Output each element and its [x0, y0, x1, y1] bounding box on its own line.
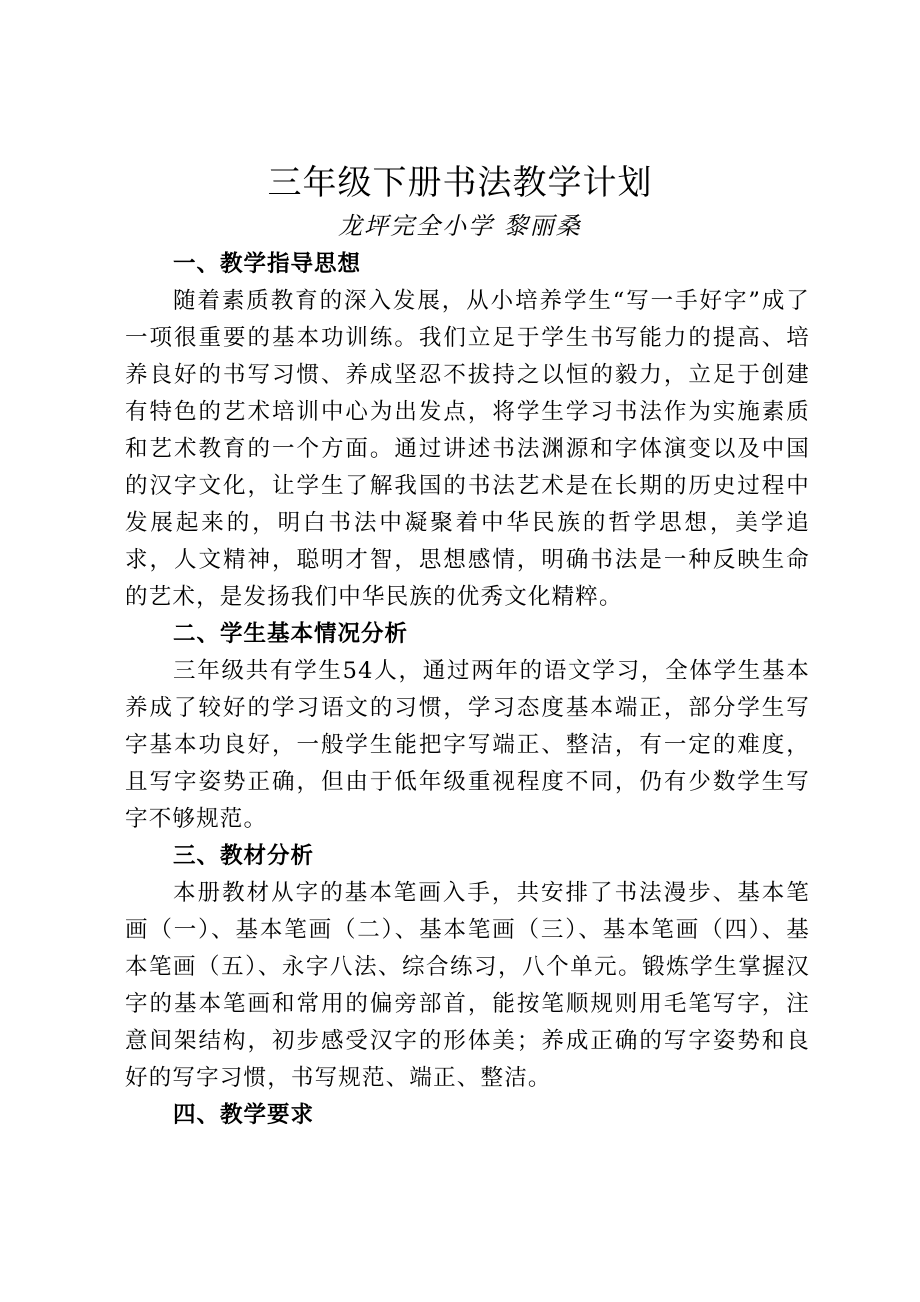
section-body-student-analysis: 三年级共有学生54人，通过两年的语文学习，全体学生基本养成了较好的学习语文的习惯，学习态度基本端正，部分学生写字基本功良好，一般学生能把字写端正、整洁，有一定的难度，且写字姿势正确，但由于低年级重视程度不同，仍有少数学生写字不够规范。 — [125, 658, 810, 832]
section-heading-teaching-requirements: 四、教学要求 — [173, 1102, 315, 1128]
section-heading-guiding-thought: 一、教学指导思想 — [173, 251, 362, 277]
section-body-textbook-analysis: 本册教材从字的基本笔画入手，共安排了书法漫步、基本笔画（一）、基本笔画（二）、基本笔画（三）、基本笔画（四）、基本笔画（五）、永字八法、综合练习，八个单元。锻炼学生掌握汉字的基本笔画和常用的偏旁部首，能按笔顺规则用毛笔写字，注意间架结构，初步感受汉字的形体美；养成正确的写字姿势和良好的写字习惯，书写规范、端正、整洁。 — [125, 880, 810, 1091]
section-heading-textbook-analysis: 三、教材分析 — [173, 843, 315, 869]
document-title: 三年级下册书法教学计划 — [267, 163, 653, 203]
section-body-guiding-thought: 随着素质教育的深入发展，从小培养学生“写一手好字”成了一项很重要的基本功训练。我们立足于学生书写能力的提高、培养良好的书写习惯、养成坚忍不拔持之以恒的毅力，立足于创建有特色的艺术培训中心为出发点，将学生学习书法作为实施素质和艺术教育的一个方面。通过讲述书法渊源和字体演变以及中国的汉字文化，让学生了解我国的书法艺术是在长期的历史过程中发展起来的，明白书法中凝聚着中华民族的哲学思想，美学追求，人文精神，聪明才智，思想感情，明确书法是一种反映生命的艺术，是发扬我们中华民族的优秀文化精粹。 — [125, 288, 810, 610]
document-author: 龙坪完全小学 黎丽桑 — [338, 212, 582, 240]
document-body — [125, 246, 810, 1134]
section-heading-student-analysis: 二、学生基本情况分析 — [173, 621, 409, 647]
